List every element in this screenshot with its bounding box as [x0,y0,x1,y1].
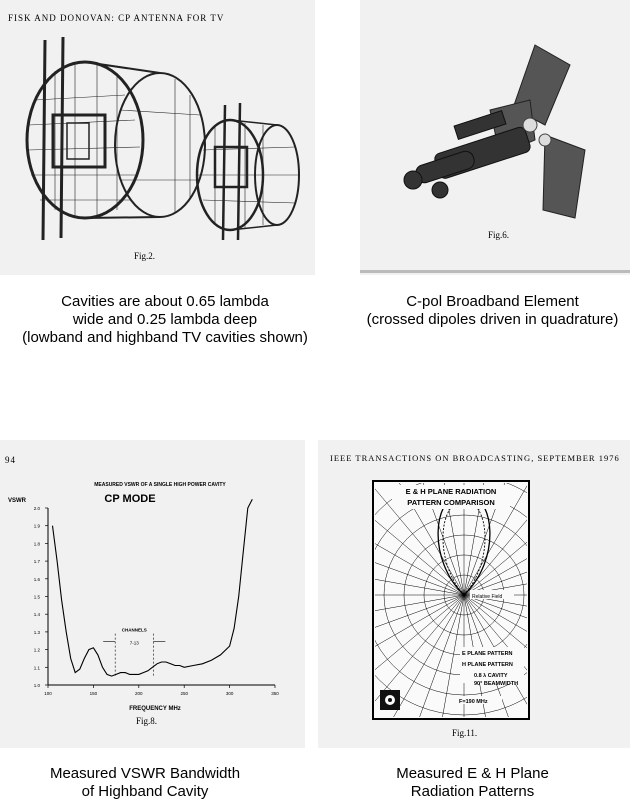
figure-8-label: Fig.8. [136,716,158,726]
radiation-pattern-chart [372,480,530,720]
page-number: 94 [5,455,16,465]
h-plane-label: H PLANE PATTERN [462,662,513,668]
frequency-note: F=190 MHz [459,699,488,705]
y-tick-label: 1.9 [33,523,40,529]
beamwidth-note: 90° BEAMWIDTH [474,681,519,687]
running-header-right: IEEE TRANSACTIONS ON BROADCASTING, SEPTEMBER 1976 [330,453,620,463]
y-tick-label: 1.4 [33,612,40,618]
x-tick-label: 300 [225,691,234,696]
chart-subtitle: CP MODE [104,493,156,505]
figure-2-label: Fig.2. [134,251,156,261]
x-axis-label: FREQUENCY MHz [129,706,181,712]
figure-6-label: Fig.6. [488,230,510,240]
pattern-title-1: E & H PLANE RADIATION [405,487,497,496]
figure-8-caption: Measured VSWR Bandwidth of Highband Cavity [49,765,241,800]
e-plane-label: E PLANE PATTERN [462,651,513,657]
y-tick-label: 1.8 [33,541,40,547]
cavity-note: 0.8 λ CAVITY [474,673,508,679]
channels-range: 7-13 [129,640,139,646]
y-tick-label: 1.0 [33,683,40,688]
ieee-logo [380,690,400,710]
y-tick-label: 1.7 [33,559,40,565]
chart-title: MEASURED VSWR OF A SINGLE HIGH POWER CAVITY [94,482,226,488]
vswr-chart [0,470,305,735]
plot-area [34,499,280,696]
relative-field-label: Relative Field [472,594,503,600]
x-tick-label: 350 [271,691,279,696]
y-axis-label: VSWR [8,498,26,504]
figure-2-caption: Cavities are about 0.65 lambda wide and 0.25 lambda deep (lowband and highband TV cavities shown) [22,293,308,346]
x-tick-label: 100 [44,691,52,696]
y-tick-label: 1.6 [33,576,40,582]
x-tick-label: 250 [180,691,188,696]
figure-11-label: Fig.11. [452,728,478,738]
y-tick-label: 1.5 [33,594,40,600]
x-tick-label: 150 [89,691,98,696]
cavity-illustration [15,35,300,245]
x-tick-label: 200 [135,691,143,696]
y-tick-label: 1.1 [33,665,40,671]
scan-edge [360,270,630,273]
running-header-left: FISK AND DONOVAN: CP ANTENNA FOR TV [8,13,225,23]
crossed-dipole-photo [395,40,605,220]
figure-11-caption: Measured E & H Plane Radiation Patterns [396,765,549,800]
figure-6-caption: C-pol Broadband Element (crossed dipoles driven in quadrature) [366,293,619,328]
channels-label: CHANNELS [121,627,147,633]
y-tick-label: 2.0 [33,506,40,511]
y-tick-label: 1.2 [33,647,40,653]
pattern-title-2: PATTERN COMPARISON [407,498,495,507]
vswr-curve [53,499,253,676]
y-tick-label: 1.3 [33,629,40,635]
